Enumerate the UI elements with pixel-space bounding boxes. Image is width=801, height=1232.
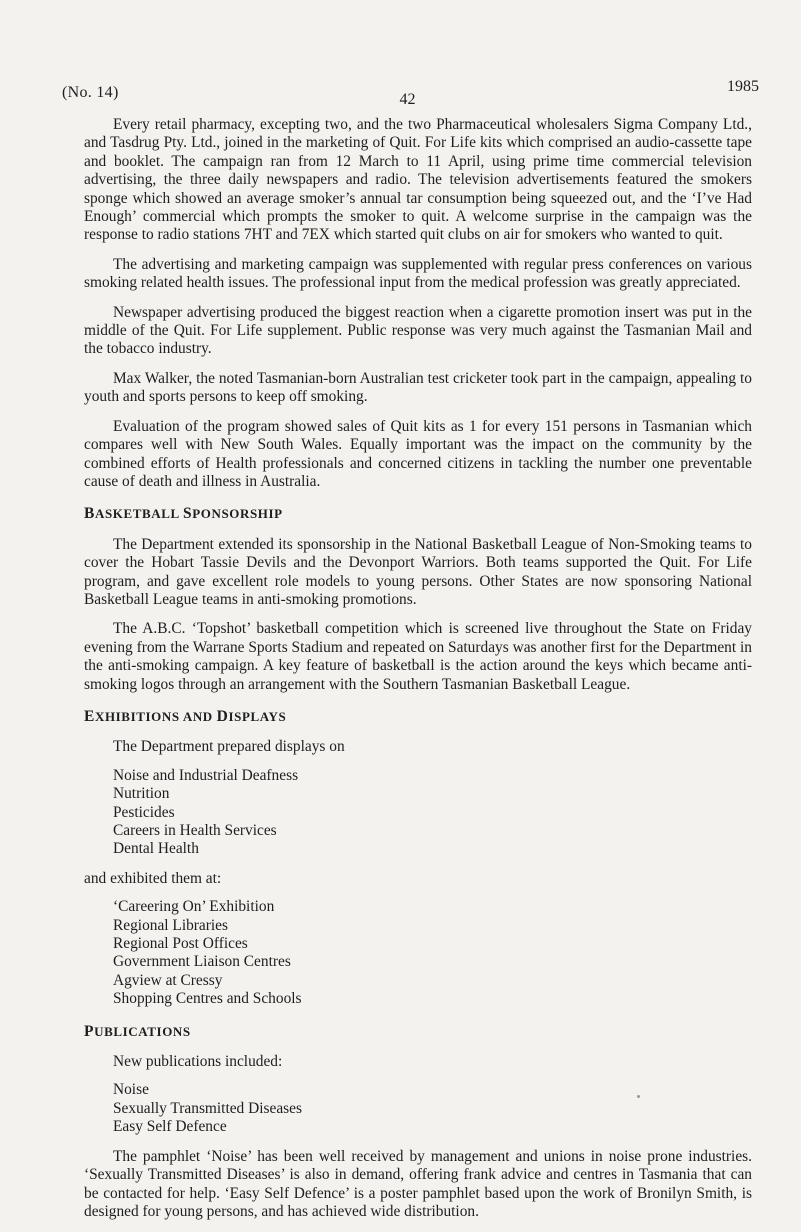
venues-list [84,898,752,1008]
list-item: Agview at Cressy [113,971,223,989]
year: 1985 [727,78,759,95]
heading-text: ISPLAYS [228,708,287,724]
paragraph: Every retail pharmacy, excepting two, and the two Pharmaceutical wholesalers Sigma Company Ltd., and Tasdrug Pty. Ltd., joined in the marketing of Quit. For Life kits which comprised an audio-cassette tape and booklet. The campaign ran from 12 March to 11 April, using prime time commercial television advertising, the three daily newspapers and radio. The television advertisements featured the smokers sponge which showed an average smoker’s annual tar consumption being squeezed out, and the ‘I’ve Had Enough’ commercial which prompts the smoker to quit. A welcome surprise in the campaign was the response to radio stations 7HT and 7EX which started quit clubs on air for smokers who wanted to quit. [84,116,752,244]
heading-initial: P [84,1022,95,1040]
list-item: Careers in Health Services [113,822,277,839]
list-item: ‘Careering On’ Exhibition [113,898,275,916]
heading-text: ASKETBALL [94,506,183,522]
displays-intro: The Department prepared displays on [113,738,345,756]
list-item: Noise and Industrial Deafness [113,766,299,784]
paragraph: Newspaper advertising produced the biggest reaction when a cigarette promotion insert was put in the middle of the Quit. For Life supplement. Public response was very much against the Tasmanian Mail and the tobacco industry. [84,303,752,358]
page-number: 42 [399,91,416,108]
publications-list [84,1081,752,1136]
heading-text: XHIBITIONS AND [94,708,217,724]
issue-number: (No. 14) [62,84,119,101]
section-heading-basketball [84,505,752,523]
list-item: Sexually Transmitted Diseases [113,1099,302,1117]
heading-initial: D [216,707,229,725]
list-item: Pesticides [113,803,175,821]
document-body [84,116,752,1232]
publications-intro: New publications included: [113,1053,283,1071]
paragraph: The advertising and marketing campaign was supplemented with regular press conferences on various smoking related health issues. The professional input from the medical profession was greatly appreciated. [84,255,752,292]
exhibited-intro: and exhibited them at: [84,869,222,887]
list-item: Nutrition [113,785,170,803]
heading-text: UBLICATIONS [94,1023,191,1039]
list-item: Easy Self Defence [113,1118,227,1136]
section-heading-publications [84,1023,752,1041]
list-item: Regional Post Offices [113,935,248,953]
paragraph: Evaluation of the program showed sales of Quit kits as 1 for every 151 persons in Tasmanian which compares well with New South Wales. Equally important was the impact on the community by the combined efforts of Health professionals and concerned citizens in tackling the number one preventable cause of death and illness in Australia. [84,417,752,490]
section-heading-exhibitions [84,708,752,726]
list-item: Government Liaison Centres [113,953,291,971]
paragraph: The Department extended its sponsorship in the National Basketball League of Non-Smoking teams to cover the Hobart Tassie Devils and the Devonport Warriors. Both teams supported the Quit. For Life program, and gave excellent role models to young persons. Other States are now sponsoring National Basketball League teams in anti-smoking promotions. [84,535,752,608]
list-item: Regional Libraries [113,916,228,934]
displays-list [84,767,752,859]
scan-speck [637,1095,640,1098]
list-item: Shopping Centres and Schools [113,990,302,1008]
paragraph: The A.B.C. ‘Topshot’ basketball competition which is screened live throughout the State on Friday evening from the Warrane Sports Stadium and repeated on Saturdays was another first for the Department in the anti-smoking campaign. A key feature of basketball is the action around the keys which became anti-smoking logos through an arrangement with the Southern Tasmanian Basketball League. [84,620,752,693]
paragraph: The pamphlet ‘Noise’ has been well received by management and unions in noise prone industries. ‘Sexually Transmitted Diseases’ is also in demand, offering frank advice and centres in Tasmania that can be contacted for help. ‘Easy Self Defence’ is a poster pamphlet based upon the work of Bronilyn Smith, is designed for young persons, and has achieved wide distribution. [84,1147,752,1220]
heading-initial: E [84,707,95,725]
heading-initial: S [182,505,193,523]
heading-initial: B [84,505,95,523]
list-item: Noise [113,1081,149,1099]
heading-text: PONSORSHIP [192,506,283,522]
list-item: Dental Health [113,840,199,858]
paragraph: Max Walker, the noted Tasmanian-born Australian test cricketer took part in the campaign, appealing to youth and sports persons to keep off smoking. [84,369,752,406]
